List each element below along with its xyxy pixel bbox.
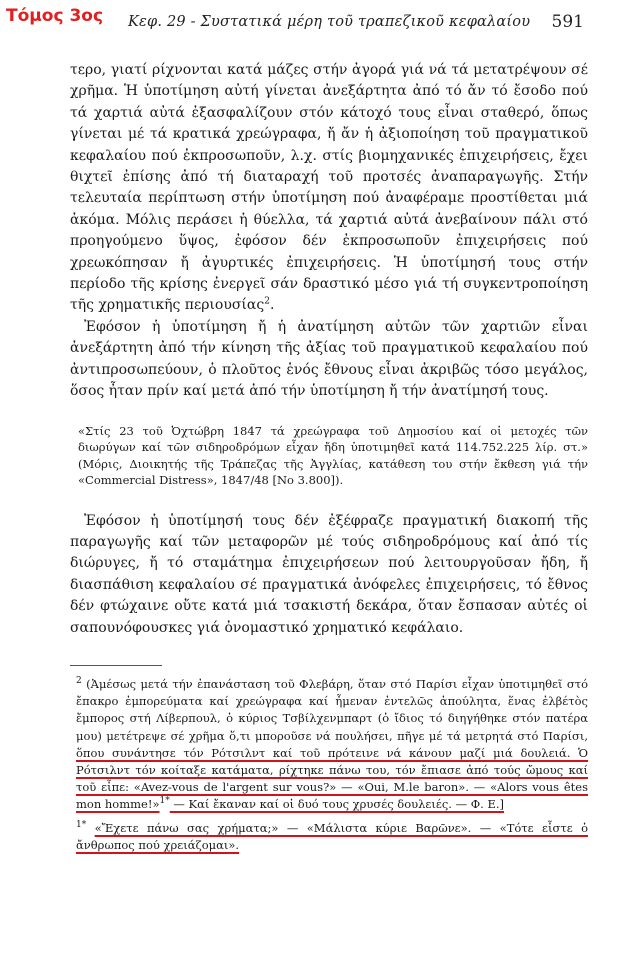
- footnote-1: [70, 676, 588, 814]
- body-paragraph-1: [70, 60, 588, 317]
- body-paragraph-3: Ἐφόσον ἡ ὑποτίμησή τους δέν ἐξέφραζε πραγματική διακοπή τῆς παραγωγῆς καί τῶν μεταφορῶν μέ τούς σιδηροδρόμους καί ἀπό τίς διώρυγες, ἤ τό σταμάτημα ἐπιχειρήσεων πού λειτουργοῦσαν ἤδη, ἤ διασπάθιση κεφαλαίου σέ πραγματικά ἀνόφελες ἐπιχειρήσεις, τό ἔθνος δέν φτώχαινε οὔτε κατά μιά τσακιστή δεκάρα, ὅταν ἔσπασαν αὐτές οἱ σαπουνόφουσκες γιά ὀνομαστικό χρηματικό κεφάλαιο.: [70, 512, 588, 636]
- footnote-2-marker: 1*: [76, 819, 87, 830]
- footnote-reference: 2: [264, 296, 270, 307]
- footnote-1-text: (Ἀμέσως μετά τήν ἐπανάσταση τοῦ Φλεβάρη, ὅταν στό Παρίσι εἶχαν ὑποτιμηθεῖ στό ἔπακρο ἐμπορεύματα καί χρεώγραφα καί ἦμεναν ἐντελῶς ἀπούλητα, ἕνας ἐλβέτὸς ἔμπορος στή Λίβερπουλ, ὁ κύριος Τσβίλχενμπαρτ (ὁ ἴδιος τό διηγήθηκε στόν πατέρα μου) μετέτρεψε σέ χρῆμα ὅ,τι μποροῦσε νά πουλήσει, πῆγε μέ τά μετρητά στό Παρίσι,: [76, 676, 589, 743]
- footnote-1-inner-marker: 1*: [159, 796, 170, 807]
- page-body: [70, 60, 588, 854]
- running-head: Κεφ. 29 - Συστατικά μέρη τοῦ τραπεζικοῦ κεφαλαίου: [128, 14, 531, 30]
- paragraph-1-text: τερο, γιατί ρίχνονται κατά μάζες στήν ἀγορά γιά νά τά μετατρέψουν σέ χρῆμα. Ἡ ὑποτίμηση αὐτή γίνεται ἀνεξάρτητα ἀπό τό ἄν τό ἔσοδο πού τά χαρτιά αὐτά ἐξασφαλίζουν στόν κάτοχό τους εἶναι σταθερό, ὅπως γίνεται μέ τά κρατικά χρεώγραφα, ἤ ἄν ἡ ἀξιοποίηση τοῦ πραγματικοῦ κεφαλαίου πού ἐκπροσωποῦν, λ.χ. στίς βιομηχανικές ἐπιχειρήσεις, ἔχει θιχτεῖ ἐπίσης ἀπό τή διαταραχή τοῦ προτσές ἀναπαραγωγῆς. Στήν τελευταία περίπτωση στήν ὑποτίμηση πού ἀναφέραμε προστίθεται μιά ἀκόμα. Μόλις περάσει ἡ θύελλα, τά χαρτιά αὐτά ἀνεβαίνουν πάλι στό προηγούμενο ὕψος, ἐφόσον δέν ἐκπροσωποῦν ἐπιχειρήσεις πού χρεωκόπησαν ἤ ἀγυρτικές ἐπιχειρήσεις. Ἡ ὑποτίμησή τους στήν περίοδο τῆς κρίσης ἐνεργεῖ σάν δραστικό μέσο γιά τή συγκεντροποίηση τῆς χρηματικῆς περιουσίας: [70, 62, 588, 314]
- block-quote: «Στίς 23 τοῦ Ὀχτώβρη 1847 τά χρεώγραφα τοῦ Δημοσίου καί οἱ μετοχές τῶν διωρύγων καί τῶν σιδηροδρόμων εἶχαν ἤδη ὑποτιμηθεῖ κατά 114.752.225 λίρ. στ.» (Μόρις, Διοικητής τῆς Τράπεζας τῆς Ἀγγλίας, κατάθεση του στήν ἔκθεση γιά τήν «Commercial Distress», 1847/48 [No 3.800]).: [78, 423, 588, 487]
- volume-label: Τόμος 3ος: [6, 6, 104, 26]
- footnote-2: [70, 820, 588, 854]
- paragraph-1-end: .: [269, 297, 275, 314]
- footnote-1-tail: — Καί ἔκαναν καί οἱ δυό τους χρυσές δουλειές. — Φ. Ε.]: [169, 797, 505, 812]
- footnote-1-marker: 2: [76, 676, 82, 687]
- footnote-1-highlight: ὅπου συνάντησε τόν Ρότσιλντ καί τοῦ πρότεινε νά κάνουν μαζί μιά δουλειά. Ὁ Ρότσιλντ τόν κοίταξε κατάματα, ρίχτηκε πάνω του, τόν ἔπιασε ἀπό τούς ὤμους καί τοῦ εἶπε: «Avez-vous de l'argent sur vous?» — «Oui, M.le baron». — «Alors vous êtes mon homme!»: [76, 745, 588, 812]
- body-paragraph-2: Ἐφόσον ἡ ὑποτίμηση ἤ ἡ ἀνατίμηση αὐτῶν τῶν χαρτιῶν εἶναι ἀνεξάρτητη ἀπό τήν κίνηση τῆς ἀξίας τοῦ πραγματικοῦ κεφαλαίου πού ἀντιπροσωπεύουν, ὁ πλοῦτος ἑνός ἔθνους εἶναι ἀκριβῶς τόσο μεγάλος, ὅσος ἦταν πρίν καί μετά ἀπό τήν ὑποτίμηση ἤ τήν ἀνατίμησή τους.: [70, 318, 588, 400]
- footnote-divider: [70, 665, 162, 666]
- footnote-2-text: «Ἔχετε πάνω σας χρήματα;» — «Μάλιστα κύριε Βαρῶνε». — «Τότε εἶστε ὁ ἄνθρωπος πού χρειάζομαι».: [76, 820, 589, 852]
- page-number: 591: [551, 12, 584, 32]
